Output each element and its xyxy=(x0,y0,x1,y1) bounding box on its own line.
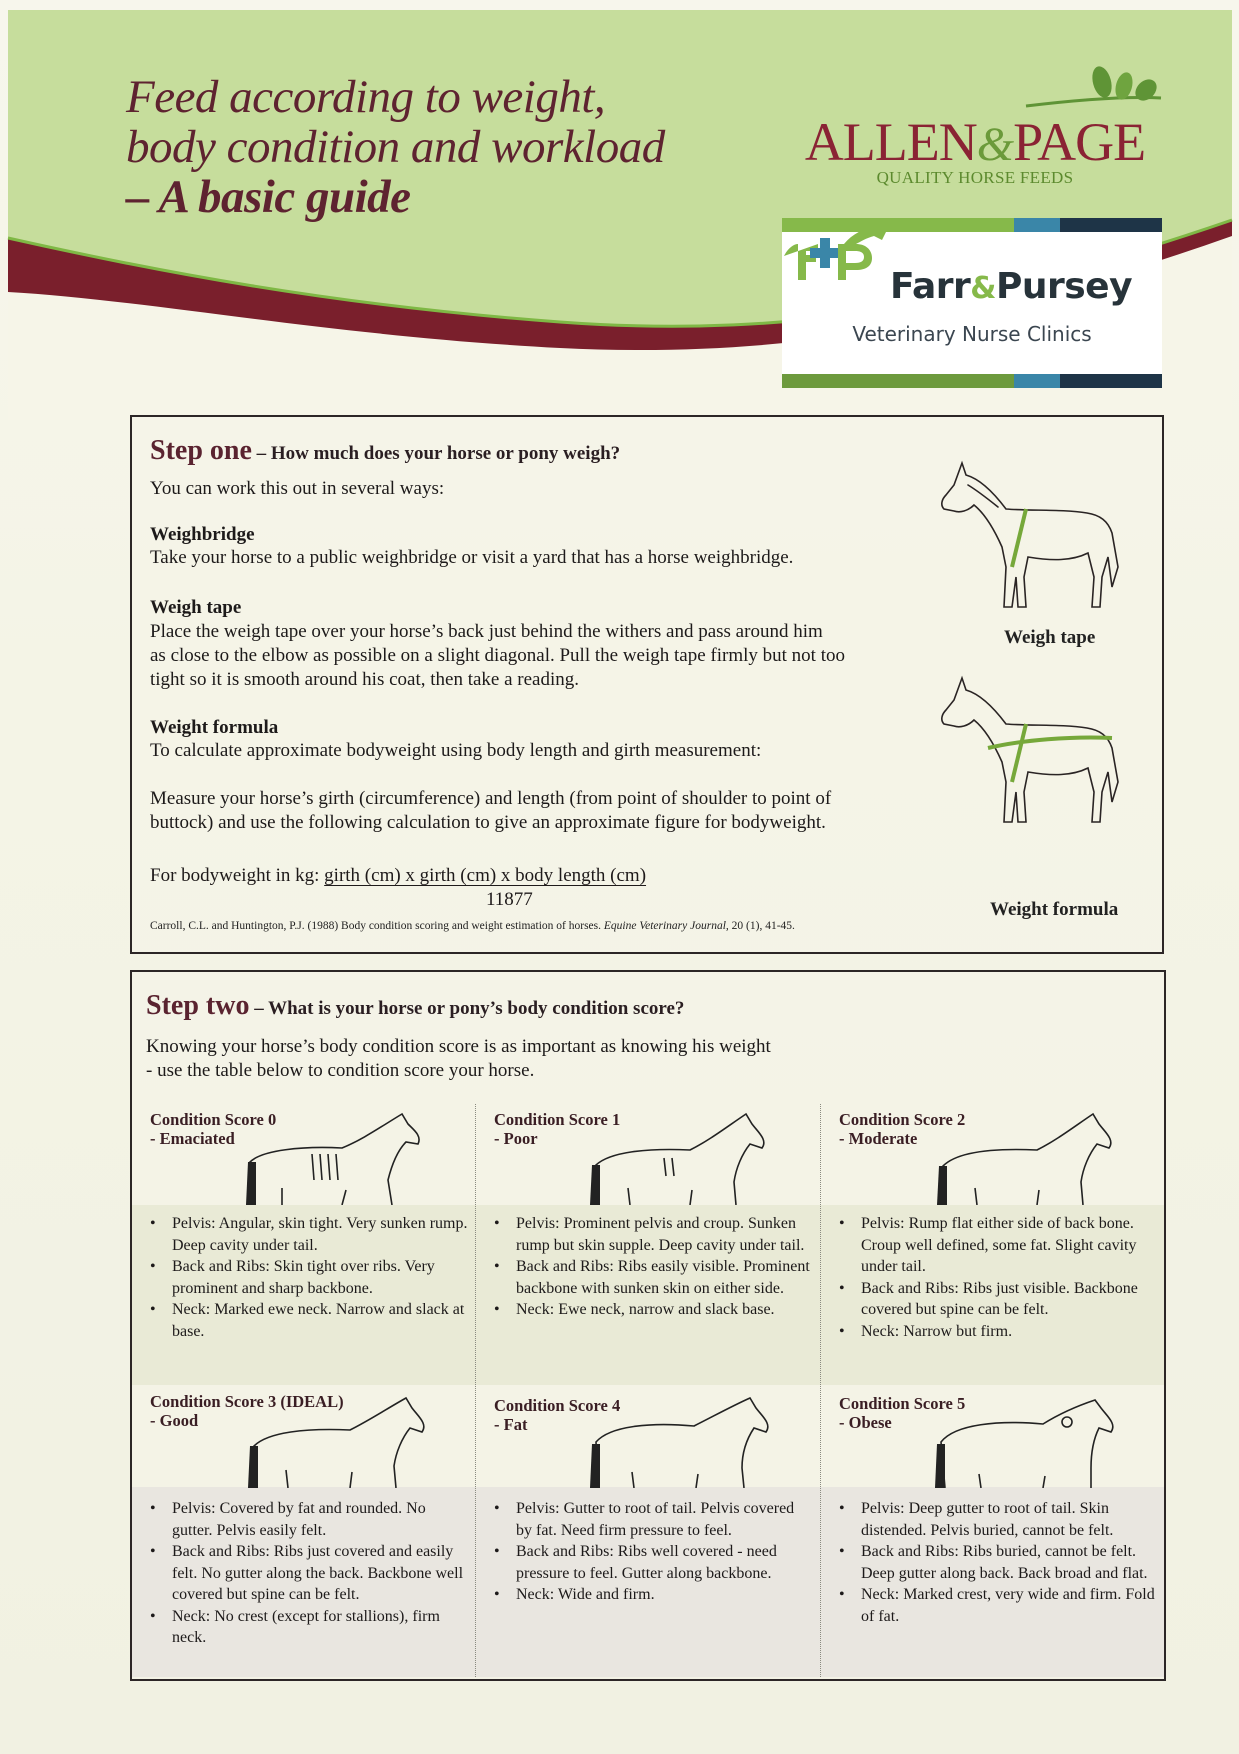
pelvis-point: • Pelvis: Rump flat either side of back bone. Croup well defined, some fat. Slight cavity under tail. xyxy=(861,1213,1158,1278)
farr-pursey-subtitle: Veterinary Nurse Clinics xyxy=(852,322,1092,346)
back-ribs-point: • Back and Ribs: Skin tight over ribs. Very prominent and sharp backbone. xyxy=(172,1256,469,1299)
step-two-heading: Step two – What is your horse or pony’s body condition score? xyxy=(146,990,685,1021)
step-one-heading: Step one – How much does your horse or pony weigh? xyxy=(150,435,621,466)
fat-horse-illustration xyxy=(586,1396,786,1488)
page-title xyxy=(126,72,665,222)
weight-formula-figure-label: Weight formula xyxy=(990,899,1119,920)
horse-weight-formula-illustration xyxy=(932,672,1132,842)
condition-score-0-points xyxy=(132,1205,475,1342)
obese-horse-illustration xyxy=(931,1396,1131,1488)
horse-weigh-tape-illustration xyxy=(932,457,1132,627)
weighbridge-text: Take your horse to a public weighbridge or visit a yard that has a horse weighbridge. xyxy=(150,547,794,568)
condition-score-5-points xyxy=(821,1490,1164,1627)
poor-horse-illustration xyxy=(586,1110,786,1205)
pelvis-point: • Pelvis: Covered by fat and rounded. No gutter. Pelvis easily felt. xyxy=(172,1498,469,1541)
weigh-tape-text-2: as close to the elbow as possible on a slight diagonal. Pull the weigh tape firmly but not too xyxy=(150,645,845,666)
weigh-tape-heading: Weigh tape xyxy=(150,597,242,618)
citation: Carroll, C.L. and Huntington, P.J. (1988) Body condition scoring and weight estimation of horses. Equine Veterinary Journal, 20 (1), 41-45. xyxy=(150,920,795,932)
weight-formula-heading: Weight formula xyxy=(150,717,279,738)
weigh-tape-figure-label: Weigh tape xyxy=(1004,627,1096,648)
back-ribs-point: • Back and Ribs: Ribs buried, cannot be felt. Deep gutter along back. Back broad and flat. xyxy=(861,1541,1158,1584)
condition-score-title: Condition Score 4 - Fat xyxy=(494,1396,621,1434)
measure-text-2: buttock) and use the following calculation to give an approximate figure for bodyweight. xyxy=(150,812,826,833)
emaciated-horse-illustration xyxy=(242,1110,442,1205)
back-ribs-point: • Back and Ribs: Ribs just visible. Backbone covered but spine can be felt. xyxy=(861,1278,1158,1321)
pelvis-point: • Pelvis: Prominent pelvis and croup. Sunken rump but skin supple. Deep cavity under tail. xyxy=(516,1213,813,1256)
measure-text-1: Measure your horse’s girth (circumference) and length (from point of shoulder to point of xyxy=(150,788,832,809)
step-one-intro: You can work this out in several ways: xyxy=(150,478,445,499)
title-line-1: Feed according to weight, xyxy=(126,71,606,123)
neck-point: • Neck: Ewe neck, narrow and slack base. xyxy=(516,1299,813,1321)
neck-point: • Neck: Wide and firm. xyxy=(516,1584,813,1606)
condition-score-title: Condition Score 0 - Emaciated xyxy=(150,1110,277,1148)
allen-page-logo xyxy=(780,60,1170,200)
pelvis-point: • Pelvis: Angular, skin tight. Very sunken rump. Deep cavity under tail. xyxy=(172,1213,469,1256)
condition-score-3-points xyxy=(132,1490,475,1649)
farr-pursey-logo xyxy=(782,218,1162,388)
condition-score-title: Condition Score 2 - Moderate xyxy=(839,1110,966,1148)
condition-score-title: Condition Score 1 - Poor xyxy=(494,1110,621,1148)
step-two-section xyxy=(130,970,1166,1681)
condition-score-4-points xyxy=(476,1490,819,1606)
farr-pursey-wordmark: Farr&Pursey xyxy=(890,266,1133,307)
back-ribs-point: • Back and Ribs: Ribs just covered and easily felt. No gutter along the back. Backbone well covered but spine can be felt. xyxy=(172,1541,469,1606)
header-banner xyxy=(0,0,1239,420)
weight-formula-equation: For bodyweight in kg: girth (cm) x girth (cm) x body length (cm) 11877 xyxy=(150,865,647,910)
pelvis-point: • Pelvis: Deep gutter to root of tail. Skin distended. Pelvis buried, cannot be felt. xyxy=(861,1498,1158,1541)
condition-score-1-points xyxy=(476,1205,819,1321)
moderate-horse-illustration xyxy=(931,1110,1131,1205)
step-two-intro-1: Knowing your horse’s body condition score is as important as knowing his weight xyxy=(146,1036,771,1057)
formula-denominator: 11877 xyxy=(486,889,533,910)
title-line-2: body condition and workload xyxy=(126,121,665,173)
back-ribs-point: • Back and Ribs: Ribs well covered - need pressure to feel. Gutter along backbone. xyxy=(516,1541,813,1584)
neck-point: • Neck: Narrow but firm. xyxy=(861,1321,1158,1343)
weigh-tape-text-1: Place the weigh tape over your horse’s back just behind the withers and pass around him xyxy=(150,621,823,642)
step-two-intro-2: - use the table below to condition score your horse. xyxy=(146,1060,535,1081)
weighbridge-heading: Weighbridge xyxy=(150,524,255,545)
pelvis-point: • Pelvis: Gutter to root of tail. Pelvis covered by fat. Need firm pressure to feel. xyxy=(516,1498,813,1541)
formula-numerator: girth (cm) x girth (cm) x body length (cm) xyxy=(324,865,647,886)
condition-score-title: Condition Score 5 - Obese xyxy=(839,1394,966,1432)
farr-pursey-horse-cross-icon xyxy=(782,218,892,288)
leaves-icon xyxy=(1016,60,1166,112)
back-ribs-point: • Back and Ribs: Ribs easily visible. Prominent backbone with sunken skin on either side. xyxy=(516,1256,813,1299)
neck-point: • Neck: Marked ewe neck. Narrow and slack at base. xyxy=(172,1299,469,1342)
allen-page-tagline: QUALITY HORSE FEEDS xyxy=(876,168,1074,187)
good-horse-illustration xyxy=(242,1396,442,1488)
step-one-section xyxy=(130,415,1164,954)
weigh-tape-text-3: tight so it is smooth around his coat, then take a reading. xyxy=(150,669,580,690)
title-line-3: – A basic guide xyxy=(126,171,411,223)
condition-score-title: Condition Score 3 (IDEAL) - Good xyxy=(150,1392,344,1430)
condition-score-2-points xyxy=(821,1205,1164,1342)
neck-point: • Neck: No crest (except for stallions), firm neck. xyxy=(172,1606,469,1649)
neck-point: • Neck: Marked crest, very wide and firm. Fold of fat. xyxy=(861,1584,1158,1627)
weight-formula-text: To calculate approximate bodyweight using body length and girth measurement: xyxy=(150,740,762,761)
allen-page-wordmark: ALLEN&PAGE xyxy=(804,112,1146,172)
logo-color-bar-bottom xyxy=(782,374,1162,388)
